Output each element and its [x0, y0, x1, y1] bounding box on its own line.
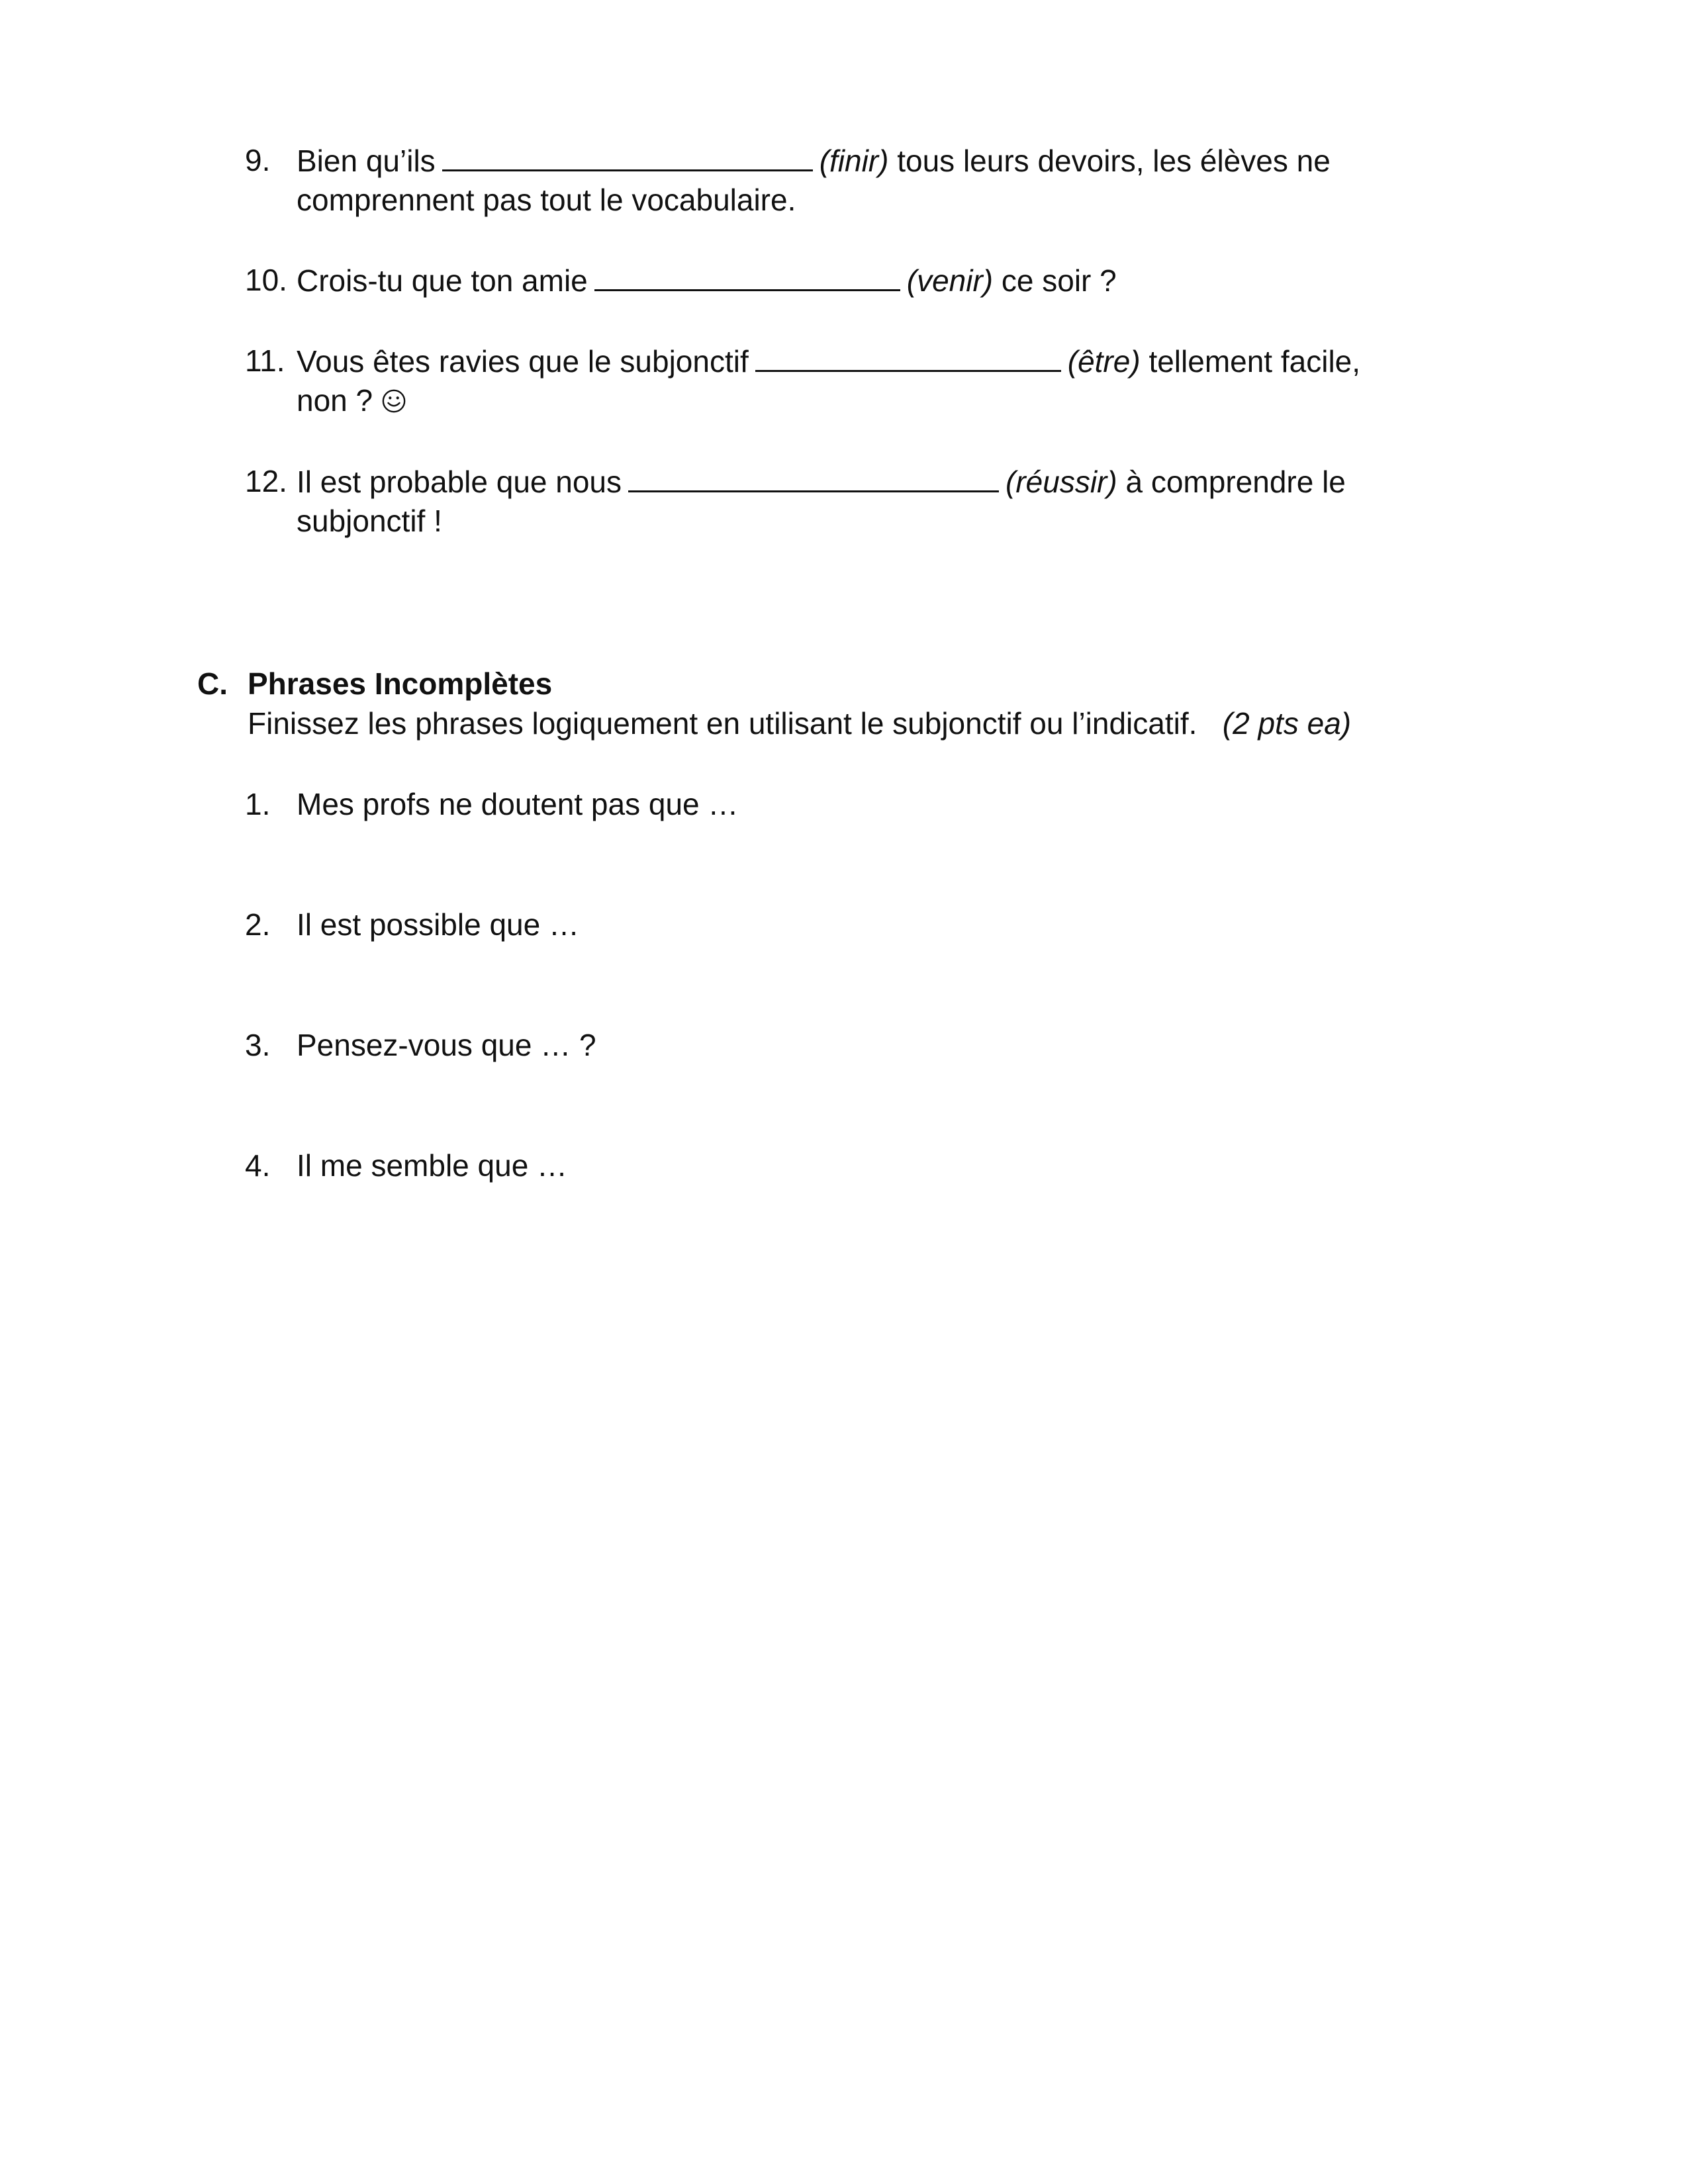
item-text: Pensez-vous que … ?: [297, 1028, 596, 1062]
item-number: 11.: [245, 343, 285, 378]
item-number: 2.: [245, 907, 271, 942]
verb-hint: (venir): [906, 263, 994, 298]
answer-blank[interactable]: [628, 461, 999, 492]
item-text-continuation: subjonctif !: [297, 504, 442, 538]
item-text: Mes profs ne doutent pas que …: [297, 787, 739, 821]
instructions-text: Finissez les phrases logiquement en utilisant le subjonctif ou l’indicatif.: [248, 706, 1197, 741]
item-text-continuation: non ?: [297, 383, 373, 418]
answer-blank[interactable]: [594, 260, 900, 291]
item-text-after: à comprendre le: [1125, 465, 1346, 499]
item-text-before: Bien qu’ils: [297, 144, 436, 178]
verb-hint: (être): [1067, 344, 1141, 379]
item-number: 10.: [245, 263, 287, 297]
item-text: Il est possible que …: [297, 907, 580, 942]
item-text-after: ce soir ?: [1001, 263, 1117, 298]
item-text-after: tellement facile,: [1149, 344, 1361, 379]
smiley-face-icon: [381, 388, 406, 414]
answer-blank[interactable]: [442, 140, 813, 171]
points-note: (2 pts ea): [1222, 706, 1352, 741]
section-title: Phrases Incomplètes: [248, 666, 553, 701]
exercise-item-11-continuation: [297, 381, 406, 420]
item-number: 1.: [245, 787, 271, 821]
item-number: 12.: [245, 464, 287, 498]
item-text-before: Vous êtes ravies que le subjonctif: [297, 344, 749, 379]
item-text: Il me semble que …: [297, 1148, 568, 1183]
answer-blank[interactable]: [755, 341, 1061, 372]
item-number: 9.: [245, 143, 271, 177]
item-number: 3.: [245, 1028, 271, 1062]
verb-hint: (réussir): [1006, 465, 1117, 499]
item-text-before: Crois-tu que ton amie: [297, 263, 588, 298]
item-number: 4.: [245, 1148, 271, 1183]
verb-hint: (finir): [819, 144, 889, 178]
item-text-continuation: comprennent pas tout le vocabulaire.: [297, 183, 796, 217]
exercise-item-12-continuation: [297, 501, 442, 541]
section-c-instructions: [248, 704, 1351, 743]
section-letter: C.: [197, 666, 228, 701]
item-text-after: tous leurs devoirs, les élèves ne: [897, 144, 1331, 178]
item-text-before: Il est probable que nous: [297, 465, 622, 499]
exercise-item-9-continuation: [297, 180, 796, 220]
